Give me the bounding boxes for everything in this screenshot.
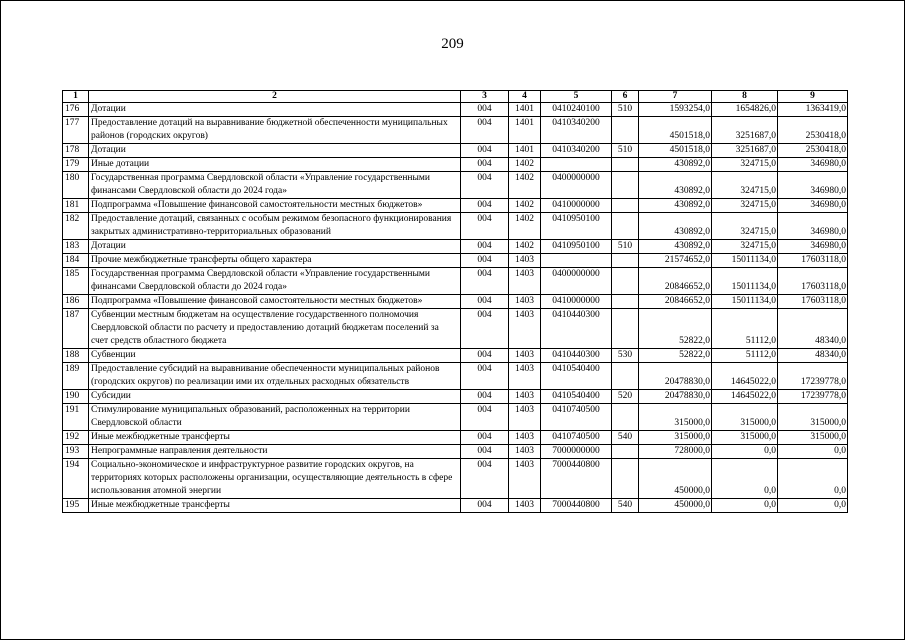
amount-year-2: 3251687,0 [712, 117, 778, 144]
amount-year-3: 48340,0 [778, 309, 848, 349]
amount-year-3: 0,0 [778, 499, 848, 513]
ministry-code: 004 [461, 254, 509, 268]
expense-type-code [612, 199, 639, 213]
amount-year-2: 51112,0 [712, 349, 778, 363]
target-article-code: 7000000000 [541, 445, 612, 459]
row-name: Подпрограмма «Повышение финансовой самостоятельности местных бюджетов» [89, 199, 461, 213]
row-name: Дотации [89, 103, 461, 117]
row-name: Субвенции [89, 349, 461, 363]
row-name: Иные межбюджетные трансферты [89, 499, 461, 513]
row-number: 185 [63, 268, 89, 295]
row-name: Подпрограмма «Повышение финансовой самостоятельности местных бюджетов» [89, 295, 461, 309]
table-row [63, 363, 848, 390]
table-row [63, 254, 848, 268]
target-article-code: 0410740500 [541, 404, 612, 431]
amount-year-3: 48340,0 [778, 349, 848, 363]
column-header: 2 [89, 91, 461, 103]
target-article-code [541, 254, 612, 268]
amount-year-3: 315000,0 [778, 404, 848, 431]
ministry-code: 004 [461, 499, 509, 513]
amount-year-3: 1363419,0 [778, 103, 848, 117]
ministry-code: 004 [461, 268, 509, 295]
amount-year-1: 21574652,0 [639, 254, 712, 268]
expense-type-code [612, 117, 639, 144]
section-code: 1402 [509, 240, 541, 254]
section-code: 1403 [509, 459, 541, 499]
section-code: 1403 [509, 309, 541, 349]
amount-year-1: 430892,0 [639, 240, 712, 254]
section-code: 1403 [509, 445, 541, 459]
expense-type-code [612, 404, 639, 431]
row-name: Предоставление дотаций, связанных с особым режимом безопасного функционирования закрытых административно-территориальных образований [89, 213, 461, 240]
amount-year-1: 52822,0 [639, 309, 712, 349]
amount-year-3: 17603118,0 [778, 295, 848, 309]
expense-type-code [612, 363, 639, 390]
amount-year-1: 450000,0 [639, 459, 712, 499]
section-code: 1401 [509, 103, 541, 117]
ministry-code: 004 [461, 213, 509, 240]
table-row [63, 459, 848, 499]
section-code: 1403 [509, 268, 541, 295]
amount-year-2: 324715,0 [712, 240, 778, 254]
table-row [63, 199, 848, 213]
ministry-code: 004 [461, 240, 509, 254]
target-article-code: 0410740500 [541, 431, 612, 445]
amount-year-2: 15011134,0 [712, 295, 778, 309]
row-name: Иные дотации [89, 158, 461, 172]
section-code: 1403 [509, 295, 541, 309]
row-name: Иные межбюджетные трансферты [89, 431, 461, 445]
amount-year-2: 324715,0 [712, 213, 778, 240]
amount-year-3: 0,0 [778, 459, 848, 499]
amount-year-1: 450000,0 [639, 499, 712, 513]
amount-year-2: 14645022,0 [712, 390, 778, 404]
amount-year-1: 430892,0 [639, 213, 712, 240]
amount-year-2: 3251687,0 [712, 144, 778, 158]
amount-year-3: 2530418,0 [778, 144, 848, 158]
section-code: 1403 [509, 499, 541, 513]
target-article-code: 0410440300 [541, 309, 612, 349]
expense-type-code: 510 [612, 240, 639, 254]
row-number: 178 [63, 144, 89, 158]
target-article-code: 7000440800 [541, 499, 612, 513]
amount-year-1: 430892,0 [639, 158, 712, 172]
amount-year-2: 324715,0 [712, 158, 778, 172]
expense-type-code [612, 295, 639, 309]
section-code: 1403 [509, 363, 541, 390]
amount-year-1: 315000,0 [639, 404, 712, 431]
amount-year-3: 17603118,0 [778, 268, 848, 295]
amount-year-3: 346980,0 [778, 199, 848, 213]
amount-year-3: 0,0 [778, 445, 848, 459]
ministry-code: 004 [461, 404, 509, 431]
expense-type-code: 520 [612, 390, 639, 404]
row-name: Государственная программа Свердловской области «Управление государственными финансами Свердловской области до 2024 года» [89, 268, 461, 295]
amount-year-3: 315000,0 [778, 431, 848, 445]
expense-type-code [612, 268, 639, 295]
row-name: Государственная программа Свердловской области «Управление государственными финансами Свердловской области до 2024 года» [89, 172, 461, 199]
amount-year-2: 15011134,0 [712, 268, 778, 295]
expense-type-code: 530 [612, 349, 639, 363]
row-number: 184 [63, 254, 89, 268]
amount-year-3: 346980,0 [778, 213, 848, 240]
section-code: 1403 [509, 431, 541, 445]
row-name: Стимулирование муниципальных образований, расположенных на территории Свердловской области [89, 404, 461, 431]
section-code: 1402 [509, 158, 541, 172]
amount-year-1: 430892,0 [639, 199, 712, 213]
table-row [63, 349, 848, 363]
row-name: Прочие межбюджетные трансферты общего характера [89, 254, 461, 268]
section-code: 1402 [509, 199, 541, 213]
column-header: 5 [541, 91, 612, 103]
expense-type-code: 510 [612, 103, 639, 117]
column-header: 8 [712, 91, 778, 103]
target-article-code: 7000440800 [541, 459, 612, 499]
target-article-code: 0410340200 [541, 117, 612, 144]
table-row [63, 390, 848, 404]
amount-year-3: 17239778,0 [778, 390, 848, 404]
amount-year-1: 1593254,0 [639, 103, 712, 117]
column-header: 6 [612, 91, 639, 103]
column-header: 1 [63, 91, 89, 103]
row-name: Непрограммные направления деятельности [89, 445, 461, 459]
amount-year-2: 315000,0 [712, 431, 778, 445]
table-row [63, 158, 848, 172]
section-code: 1403 [509, 390, 541, 404]
amount-year-1: 430892,0 [639, 172, 712, 199]
target-article-code: 0410950100 [541, 213, 612, 240]
amount-year-1: 20846652,0 [639, 295, 712, 309]
row-name: Дотации [89, 144, 461, 158]
amount-year-2: 0,0 [712, 459, 778, 499]
amount-year-3: 2530418,0 [778, 117, 848, 144]
ministry-code: 004 [461, 172, 509, 199]
row-name: Субвенции местным бюджетам на осуществление государственного полномочия Свердловской области по расчету и предоставлению дотаций бюджетам поселений за счет средств областного бюджета [89, 309, 461, 349]
row-number: 190 [63, 390, 89, 404]
row-number: 176 [63, 103, 89, 117]
target-article-code: 0400000000 [541, 172, 612, 199]
ministry-code: 004 [461, 390, 509, 404]
expense-type-code [612, 309, 639, 349]
table-body [63, 103, 848, 513]
table-row [63, 213, 848, 240]
table-row [63, 499, 848, 513]
table-row [63, 117, 848, 144]
amount-year-3: 346980,0 [778, 158, 848, 172]
target-article-code: 0410340200 [541, 144, 612, 158]
column-header: 4 [509, 91, 541, 103]
table-row [63, 404, 848, 431]
row-number: 189 [63, 363, 89, 390]
amount-year-2: 0,0 [712, 499, 778, 513]
section-code: 1401 [509, 144, 541, 158]
amount-year-1: 20846652,0 [639, 268, 712, 295]
column-header: 3 [461, 91, 509, 103]
target-article-code [541, 158, 612, 172]
row-number: 193 [63, 445, 89, 459]
ministry-code: 004 [461, 309, 509, 349]
row-number: 192 [63, 431, 89, 445]
ministry-code: 004 [461, 117, 509, 144]
ministry-code: 004 [461, 295, 509, 309]
ministry-code: 004 [461, 349, 509, 363]
amount-year-2: 0,0 [712, 445, 778, 459]
table-row [63, 172, 848, 199]
amount-year-1: 20478830,0 [639, 390, 712, 404]
ministry-code: 004 [461, 199, 509, 213]
row-number: 195 [63, 499, 89, 513]
row-name: Дотации [89, 240, 461, 254]
expense-type-code: 540 [612, 499, 639, 513]
table-header-row [63, 91, 848, 103]
amount-year-2: 315000,0 [712, 404, 778, 431]
ministry-code: 004 [461, 431, 509, 445]
amount-year-3: 346980,0 [778, 172, 848, 199]
amount-year-3: 346980,0 [778, 240, 848, 254]
table-row [63, 103, 848, 117]
row-name: Предоставление дотаций на выравнивание бюджетной обеспеченности муниципальных районов (городских округов) [89, 117, 461, 144]
amount-year-3: 17603118,0 [778, 254, 848, 268]
ministry-code: 004 [461, 158, 509, 172]
amount-year-2: 14645022,0 [712, 363, 778, 390]
table-row [63, 309, 848, 349]
section-code: 1403 [509, 254, 541, 268]
row-name: Субсидии [89, 390, 461, 404]
amount-year-2: 324715,0 [712, 172, 778, 199]
section-code: 1402 [509, 213, 541, 240]
table-row [63, 295, 848, 309]
expense-type-code: 510 [612, 144, 639, 158]
section-code: 1401 [509, 117, 541, 144]
target-article-code: 0410540400 [541, 390, 612, 404]
amount-year-1: 4501518,0 [639, 117, 712, 144]
ministry-code: 004 [461, 103, 509, 117]
target-article-code: 0410440300 [541, 349, 612, 363]
target-article-code: 0410000000 [541, 295, 612, 309]
amount-year-3: 17239778,0 [778, 363, 848, 390]
row-name: Предоставление субсидий на выравнивание обеспеченности муниципальных районов (городских округов) по реализации ими их отдельных расходных обязательств [89, 363, 461, 390]
expense-type-code [612, 254, 639, 268]
ministry-code: 004 [461, 445, 509, 459]
expense-type-code [612, 158, 639, 172]
expense-type-code: 540 [612, 431, 639, 445]
expense-type-code [612, 459, 639, 499]
amount-year-2: 15011134,0 [712, 254, 778, 268]
row-number: 188 [63, 349, 89, 363]
expense-type-code [612, 213, 639, 240]
target-article-code: 0410540400 [541, 363, 612, 390]
section-code: 1403 [509, 404, 541, 431]
amount-year-1: 52822,0 [639, 349, 712, 363]
table-row [63, 431, 848, 445]
row-name: Социально-экономическое и инфраструктурное развитие городских округов, на территориях которых расположены организации, осуществляющие деятельность в сфере использования атомной энергии [89, 459, 461, 499]
expense-type-code [612, 445, 639, 459]
row-number: 191 [63, 404, 89, 431]
section-code: 1402 [509, 172, 541, 199]
row-number: 186 [63, 295, 89, 309]
amount-year-2: 51112,0 [712, 309, 778, 349]
row-number: 180 [63, 172, 89, 199]
row-number: 187 [63, 309, 89, 349]
row-number: 177 [63, 117, 89, 144]
table-row [63, 445, 848, 459]
page-number: 209 [441, 36, 464, 52]
row-number: 179 [63, 158, 89, 172]
row-number: 183 [63, 240, 89, 254]
ministry-code: 004 [461, 459, 509, 499]
expense-type-code [612, 172, 639, 199]
ministry-code: 004 [461, 144, 509, 158]
column-header: 9 [778, 91, 848, 103]
table-row [63, 240, 848, 254]
amount-year-2: 324715,0 [712, 199, 778, 213]
target-article-code: 0400000000 [541, 268, 612, 295]
budget-table [62, 90, 848, 513]
table-row [63, 268, 848, 295]
target-article-code: 0410950100 [541, 240, 612, 254]
target-article-code: 0410000000 [541, 199, 612, 213]
amount-year-2: 1654826,0 [712, 103, 778, 117]
row-number: 181 [63, 199, 89, 213]
amount-year-1: 728000,0 [639, 445, 712, 459]
section-code: 1403 [509, 349, 541, 363]
target-article-code: 0410240100 [541, 103, 612, 117]
amount-year-1: 20478830,0 [639, 363, 712, 390]
amount-year-1: 4501518,0 [639, 144, 712, 158]
column-header: 7 [639, 91, 712, 103]
table-row [63, 144, 848, 158]
ministry-code: 004 [461, 363, 509, 390]
amount-year-1: 315000,0 [639, 431, 712, 445]
row-number: 194 [63, 459, 89, 499]
row-number: 182 [63, 213, 89, 240]
